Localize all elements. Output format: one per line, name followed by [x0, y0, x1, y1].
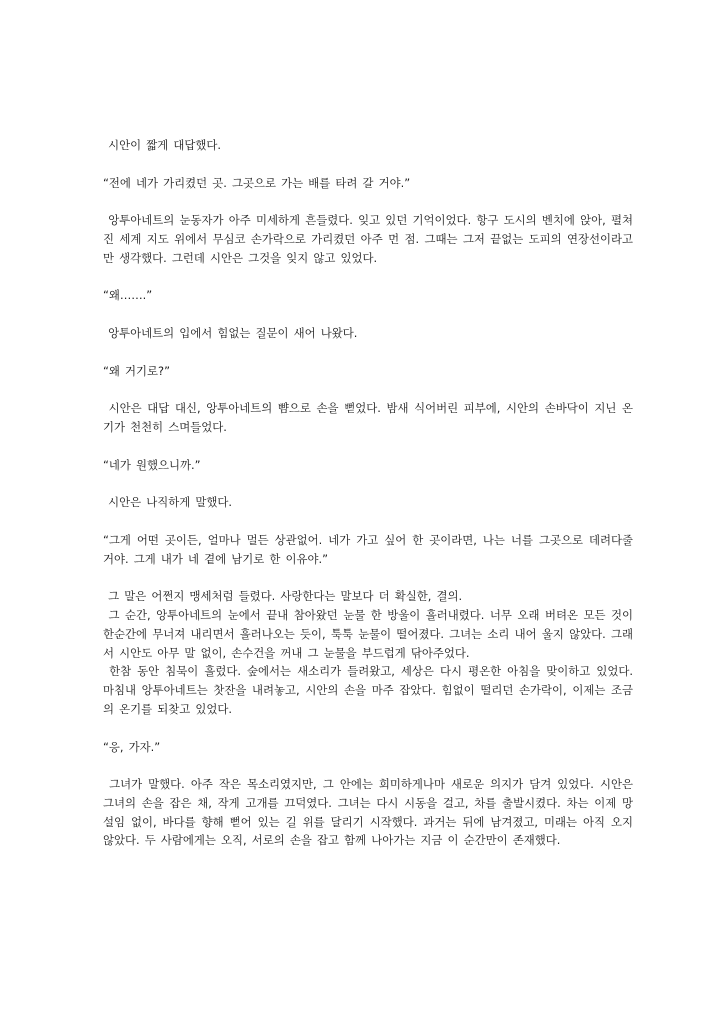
dialogue-destination: “전에 네가 가리켰던 곳. 그곳으로 가는 배를 타려 갈 거야.”	[103, 175, 411, 190]
dialogue-promise: “그게 어떤 곳이든, 얼마나 멀든 상관없어. 네가 가고 싶어 한 곳이라면, 나는 너를 그곳으로 데려다줄 거야. 그게 내가 네 곁에 남기로 한 이유야.”	[103, 532, 639, 566]
paragraph-said-quietly: 시안은 나직하게 말했다.	[103, 495, 233, 510]
dialogue-you-wanted: “네가 원했으니까.”	[103, 457, 201, 472]
paragraph-gap	[103, 437, 633, 456]
paragraph-gap	[103, 192, 633, 211]
paragraph-gap	[103, 380, 633, 399]
paragraph-cheek: 시안은 대답 대신, 앙투아네트의 뺨으로 손을 뻗었다. 밤새 식어버린 피부에, 시안의 손바닥이 지닌 온기가 천천히 스며들었다.	[103, 401, 634, 434]
paragraph-gap	[103, 305, 633, 324]
paragraph-gap	[103, 512, 633, 531]
paragraph-gap	[103, 268, 633, 287]
paragraph-vow-tears-silence: 그 말은 어쩐지 맹세처럼 들렸다. 사랑한다는 말보다 더 확실한, 결의. 그 순간, 앙투아네트의 눈에서 끝내 참아왔던 눈물 한 방울이 흘러내렸다. 너무 오래 버텨온 모든 것이 한순간에 무너져 내리면서 흘러나오는 듯이, 툭툭 눈물이 떨어졌다. 그녀는 소리 내어 울지 않았다. 그래서 시안도 아무 말 없이, 손수건을 꺼내 그 눈물을 부드럽게 닦아주었다. 한참 동안 침묵이 흘렀다. 숲에서는 새소리가 들려왔고, 세상은 다시 평온한 아침을 맞이하고 있었다. 마침내 앙투아네트는 찻잔을 내려놓고, 시안의 손을 마주 잡았다. 힘없이 떨리던 손가락이, 이제는 조금의 온기를 되찾고 있었다.	[103, 589, 633, 716]
paragraph-gap	[103, 568, 633, 587]
paragraph-gap	[103, 155, 633, 174]
dialogue-lets-go: “응, 가자.”	[103, 739, 161, 754]
paragraph-ending: 그녀가 말했다. 아주 작은 목소리였지만, 그 안에는 희미하게나마 새로운 의지가 담겨 있었다. 시안은 그녀의 손을 잡은 채, 작게 고개를 끄덕였다. 그녀는 다시 시동을 걸고, 차를 출발시켰다. 차는 이제 망설임 없이, 바다를 향해 뻗어 있는 길 위를 달리기 시작했다. 과거는 뒤에 남겨졌고, 미래는 아직 오지 않았다. 두 사람에게는 오직, 서로의 손을 잡고 함께 나아가는 지금 이 순간만이 존재했다.	[103, 777, 639, 848]
dialogue-why-there: “왜 거기로?”	[103, 363, 170, 378]
paragraph-gap	[103, 719, 633, 738]
paragraph-gap	[103, 756, 633, 775]
paragraph-short-answer: 시안이 짧게 대답했다.	[103, 138, 222, 152]
paragraph-question: 앙투아네트의 입에서 힘없는 질문이 새어 나왔다.	[103, 325, 358, 340]
dialogue-why: “왜…….”	[103, 288, 153, 303]
paragraph-memory: 앙투아네트의 눈동자가 아주 미세하게 흔들렸다. 잊고 있던 기억이었다. 항구 도시의 벤치에 앉아, 펼쳐진 세계 지도 위에서 무심코 손가락으로 가리켰던 아주 먼 점. 그때는 그저 끝없는 도피의 연장선이라고만 생각했다. 그런데 시안은 그것을 잊지 않고 있었다.	[103, 213, 633, 265]
paragraph-gap	[103, 474, 633, 493]
document-body	[103, 136, 639, 850]
paragraph-gap	[103, 343, 633, 362]
